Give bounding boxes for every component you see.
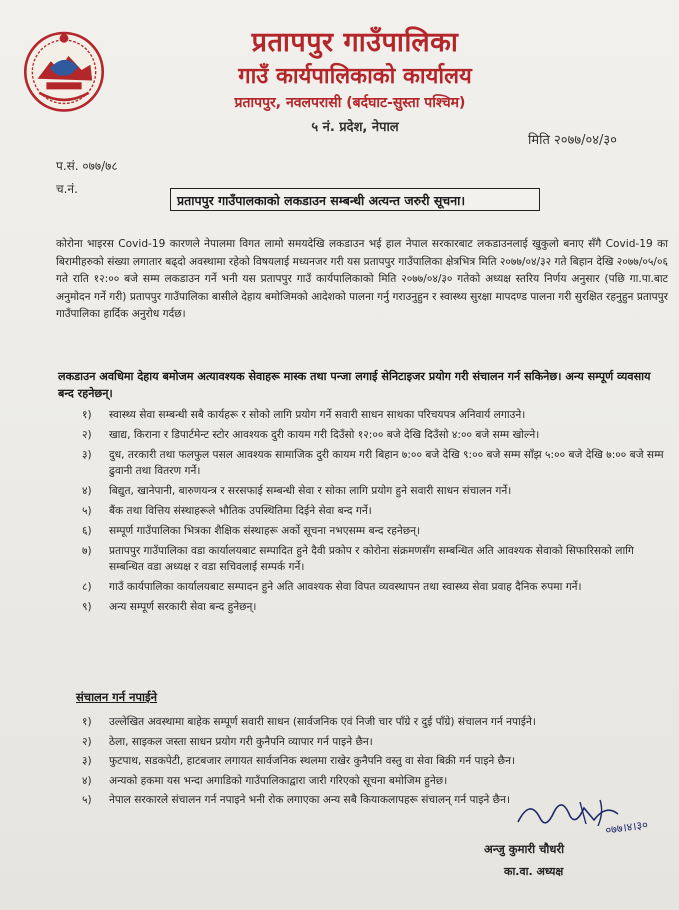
signatory-name: अन्जु कुमारी चौधरी bbox=[484, 842, 565, 856]
list-item: १) उल्लेखित अवस्थामा बाहेक सम्पूर्ण सवारी साधन (सार्वजनिक एवं निजी चार पाँग्रे र दुई पाँग्रे) संचालन गर्न नपाईने। bbox=[82, 716, 536, 728]
dispatch-number: च.नं. bbox=[56, 182, 78, 196]
list-item: ७) प्रतापपुर गाउँपालिका वडा कार्यालयबाट सम्पादित हुने दैवी प्रकोप र कोरोना संक्रमणसँग सम्बन्धित अति आवश्यक सेवाको सिफारिसको लागि सम्बन्धित वडा अध्यक्ष र वडा सचिवलाई सम्पर्क गर्ने। bbox=[82, 545, 634, 573]
list-item: ३) फुटपाथ, सडकपेटी, हाटबजार लगायत सार्वजनिक स्थलमा राखेर कुनैपनि वस्तु वा सेवा बिक्री गर्न पाइने छैन। bbox=[82, 755, 515, 767]
notice-subject: प्रतापपुर गाउँपालकाको लकडाउन सम्बन्धी अत्यन्त जरुरी सूचना। bbox=[170, 188, 540, 211]
list-item: ५) बैंक तथा वित्तिय संस्थाहरूले भौतिक उपस्थितिमा दिईने सेवा बन्द गर्ने। bbox=[82, 505, 372, 517]
allowed-services-list bbox=[82, 407, 672, 619]
intro-paragraph: कोरोना भाइरस Covid-19 कारणले नेपालमा विगत लामो समयदेखि लकडाउन भई हाल नेपाल सरकारबाट लकडाउनलाई खुकुलो बनाए सँगै Covid-19 का बिरामीहरुको संख्या लगातार बढ्दो अवस्थामा रहेको विषयलाई मध्यनजर गरी यस प्रतापपुर गाउँपालिका क्षेत्रभित्र मिति २०७७/०४/३२ गते बिहान देखि २०७७/०५/०६ गते राति १२:०० बजे सम्म लकडाउन गर्ने भनी यस प्रतापपुर गाउँ कार्यपालिकाको मिति २०७७/०४/३० गतेको अध्यक्ष स्तरिय निर्णय अनुसार (पछि गा.पा.बाट अनुमोदन गर्ने गरी) प्रतापपुर गाउँपालिका बासीले देहाय बमोजिमको आदेशको पालना गर्नु गराउनुहुन र स्वास्थ्य सुरक्षा मापदण्ड पालना गरी सुरक्षित रहनुहुन प्रतापपुर गाउँपालिका हार्दिक अनुरोध गर्दछ। bbox=[56, 238, 669, 321]
list-item: ३) दुध, तरकारी तथा फलफुल पसल आवश्यक सामाजिक दुरी कायम गरी बिहान ७:०० बजे देखि ९:०० बजे सम्म साँझ ५:०० बजे देखि ७:०० बजे सम्म ढुवानी तथा वितरण गर्ने। bbox=[82, 449, 664, 477]
handwritten-signature bbox=[510, 790, 660, 840]
list-item: १) स्वास्थ्य सेवा सम्बन्धी सबै कार्यहरू र सोको लागि प्रयोग गर्ने सवारी साधन साथका परिचयपत्र अनिवार्य लगाउने। bbox=[82, 409, 526, 421]
reference-number: प.सं. ०७७/७८ bbox=[56, 159, 118, 173]
municipality-name: प्रतापपुर गाउँपालिका bbox=[251, 27, 459, 58]
list-item: ९) अन्य सम्पूर्ण सरकारी सेवा बन्द हुनेछन्। bbox=[82, 601, 257, 613]
list-item: ५) नेपाल सरकारले संचालन गर्न नपाइने भनी रोक लगाएका अन्य सबै कियाकलापहरू संचालन् गर्न पाइने छैन। bbox=[82, 794, 511, 806]
province-line: ५ नं. प्रदेश, नेपाल bbox=[311, 120, 399, 135]
signature-date: ०७७।४।३० bbox=[604, 818, 649, 837]
list-item: २) खाद्य, किराना र डिपार्टमेन्ट स्टोर आवश्यक दुरी कायम गरी दिउँसो १२:०० बजे देखि दिउँसो ४:०० बजे सम्म खोल्ने। bbox=[82, 429, 540, 441]
allowed-services-heading: लकडाउन अवधिमा देहाय बमोजम अत्यावश्यक सेवाहरू मास्क तथा पन्जा लगाई सेनिटाइजर प्रयोग गरी संचालन गर्न सकिनेछ। अन्य सम्पूर्ण व्यवसाय बन्द रहनेछन्। bbox=[58, 370, 651, 400]
office-name: गाउँ कार्यपालिकाको कार्यालय bbox=[238, 64, 472, 89]
government-emblem-icon bbox=[20, 26, 108, 114]
letter-date: मिति २०७७/०४/३० bbox=[528, 133, 617, 148]
office-address: प्रतापपुर, नवलपरासी (बर्दघाट-सुस्ता पश्चिम) bbox=[234, 95, 466, 111]
list-item: ६) सम्पूर्ण गाउँपालिका भित्रका शैक्षिक संस्थाहरू अर्को सूचना नभएसम्म बन्द रहनेछन्। bbox=[82, 525, 421, 537]
signatory-title: का.वा. अध्यक्ष bbox=[504, 865, 564, 878]
list-item: २) ठेला, साइकल जस्ता साधन प्रयोग गरी कुनैपनि व्यापार गर्न पाइने छैन। bbox=[82, 735, 373, 748]
list-item: ८) गाउँ कार्यपालिका कार्यालयबाट सम्पादन हुने अति आवश्यक सेवा विपत व्यवस्थापन तथा स्वास्थ्य सेवा प्रवाह दैनिक रुपमा गर्ने। bbox=[82, 581, 582, 593]
prohibited-section-title: संचालन गर्न नपाईने bbox=[76, 690, 158, 704]
list-item: ४) अन्यको हकमा यस भन्दा अगाडिको गाउँपालिकाद्वारा जारी गरिएको सूचना बमोजिम हुनेछ। bbox=[82, 774, 448, 787]
list-item: ४) बिद्युत, खानेपानी, बारुणयन्त्र र सरसफाई सम्बन्धी सेवा र सोका लागि प्रयोग हुने सवारी साधन संचालन गर्ने। bbox=[82, 485, 512, 497]
